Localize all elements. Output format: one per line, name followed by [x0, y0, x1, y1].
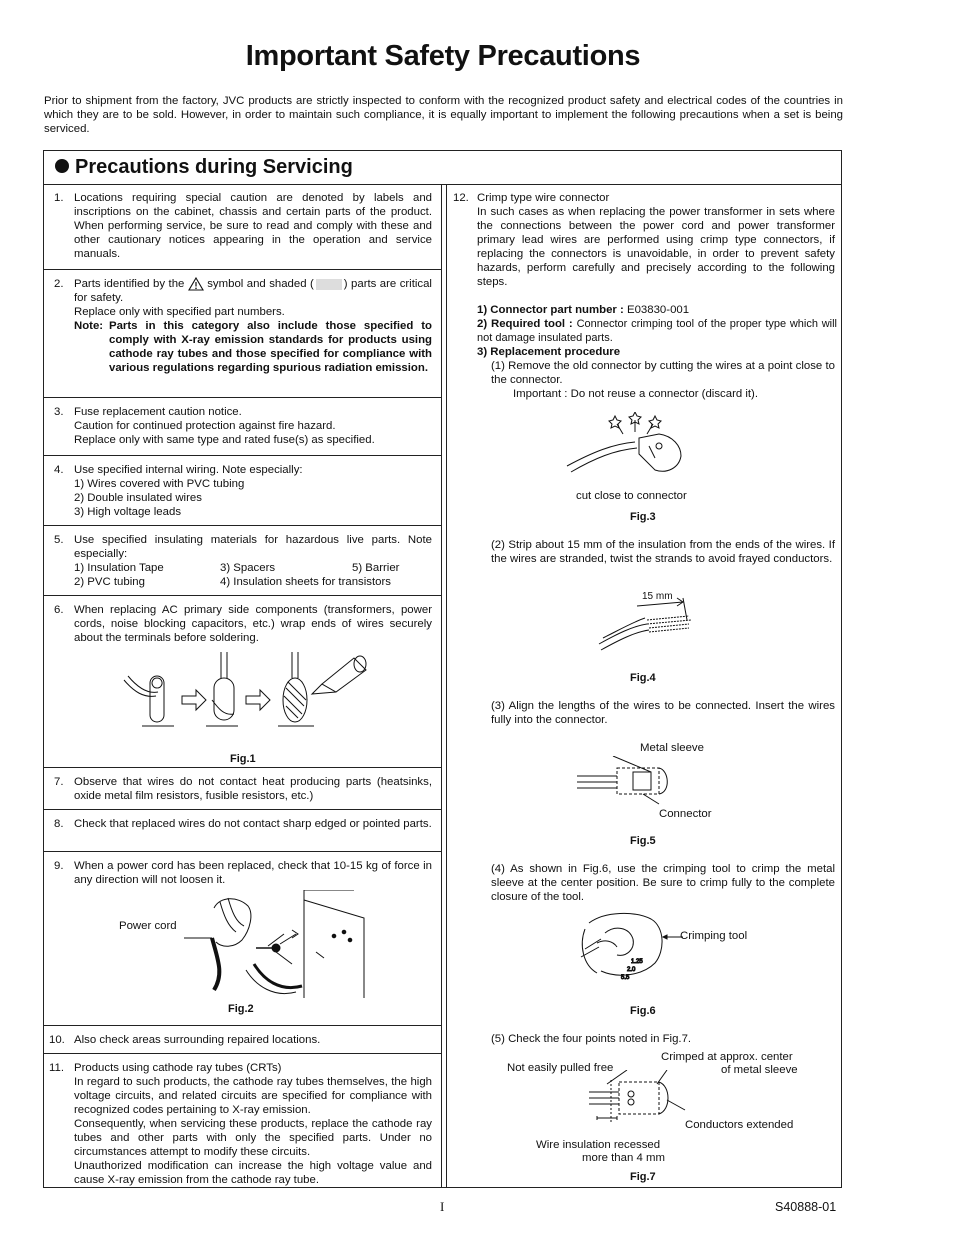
item-number: 9.: [54, 860, 64, 872]
crimp-heading: Crimp type wire connector: [477, 192, 610, 204]
fig6-caption: Fig.6: [630, 1005, 656, 1017]
item-text: [74, 405, 432, 447]
item-text-c: ) parts are critical for safety.: [74, 278, 432, 305]
item-text: When replacing AC primary side components (transformers, power cords, noise blocking capacitors, etc.) wrap ends of wires securely about the terminals before soldering.: [74, 604, 432, 644]
step-2-value: Connector crimping tool of the proper type which will not damage insulated parts.: [477, 318, 838, 344]
item-text: When a power cord has been replaced, check that 10-15 kg of force in any direction will not loosen it.: [74, 860, 432, 886]
item-number: 4.: [54, 464, 64, 476]
item-line: 2) Double insulated wires: [74, 492, 202, 504]
bullet-icon: [55, 159, 69, 173]
step-1: [477, 303, 689, 317]
page-title: Important Safety Precautions: [245, 40, 641, 72]
item-number: 10.: [49, 1034, 65, 1046]
fig7-recessed-label-2: more than 4 mm: [582, 1152, 665, 1164]
material-5: 5) Barrier: [352, 562, 400, 574]
note-block: [74, 319, 432, 375]
metal-sleeve-label: Metal sleeve: [640, 742, 704, 754]
svg-text:2.0: 2.0: [627, 967, 636, 973]
connector-illustration: [573, 756, 693, 806]
step-2-label: 2) Required tool :: [477, 318, 573, 330]
item-text: Check that replaced wires do not contact sharp edged or pointed parts.: [74, 818, 432, 830]
materials-row-1: [74, 561, 432, 575]
precaution-item-3: [44, 398, 441, 456]
item-number: 2.: [54, 278, 64, 290]
precaution-item-4: [44, 456, 441, 526]
crimp-check-illustration: [587, 1070, 697, 1130]
item-line: Use specified insulating materials for hazardous live parts. Note especially:: [74, 534, 432, 560]
item-number: 12.: [453, 192, 469, 204]
step-2: [477, 317, 837, 345]
wrap-wire-illustration: [114, 652, 374, 738]
item-text: Also check areas surrounding repaired locations.: [74, 1034, 321, 1046]
precaution-item-1: [44, 184, 441, 270]
step-1-value: E03830-001: [627, 304, 690, 316]
cut-connector-illustration: [563, 412, 703, 492]
item-line: Replace only with same type and rated fuse(s) as specified.: [74, 434, 375, 446]
procedure-5: (5) Check the four points noted in Fig.7.: [491, 1033, 692, 1045]
precaution-item-5: [44, 526, 441, 596]
procedure-1-important: Important : Do not reuse a connector (discard it).: [513, 388, 759, 400]
step-1-label: 1) Connector part number :: [477, 304, 624, 316]
warning-triangle-icon: [188, 277, 204, 291]
item-text: [74, 533, 432, 589]
page-number: I: [440, 1199, 445, 1214]
procedure-2: (2) Strip about 15 mm of the insulation from the ends of the wires. If the wires are stranded, twist the strands to avoid frayed conductors.: [491, 539, 835, 565]
section-header: [44, 151, 841, 185]
procedure-1: (1) Remove the old connector by cutting the wires at a point close to the connector.: [491, 360, 835, 386]
item-number: 3.: [54, 406, 64, 418]
item-line: 3) High voltage leads: [74, 506, 182, 518]
shade-sample: [316, 279, 342, 290]
item-line: Products using cathode ray tubes (CRTs): [74, 1062, 282, 1074]
fig4-caption: Fig.4: [630, 672, 656, 684]
item-line: In regard to such products, the cathode ray tubes themselves, the high voltage circuits, and related circuits are specified for compliance with recognized codes pertaining to X-ray emission.: [74, 1076, 432, 1116]
item-line: Unauthorized modification can increase the high voltage value and cause X-ray emission from the cathode ray tube.: [74, 1160, 432, 1186]
fig7-recessed-label: Wire insulation recessed: [536, 1139, 661, 1151]
item-text: [74, 277, 432, 375]
item-number: 1.: [54, 192, 64, 204]
crimping-tool-illustration: [575, 909, 715, 981]
fig3-label: cut close to connector: [576, 490, 687, 502]
note-label: Note:: [74, 320, 104, 333]
document-code: S40888-01: [775, 1200, 837, 1214]
step-3-label: 3) Replacement procedure: [477, 346, 621, 358]
svg-text:1.25: 1.25: [631, 959, 643, 965]
precaution-item-2: [44, 270, 441, 398]
crimp-intro: In such cases as when replacing the power transformer in sets where the connections between the power cord and power transformer primary lead wires are performed using crimp type connectors, if replacing the connectors is unavoidable, in order to prevent safety hazards, perform carefully and precisely according to the following steps.: [477, 206, 835, 288]
item-number: 6.: [54, 604, 64, 616]
item-number: 11.: [49, 1062, 64, 1074]
item-number: 5.: [54, 534, 64, 546]
material-2: 2) PVC tubing: [74, 576, 145, 588]
procedure-4: (4) As shown in Fig.6, use the crimping tool to crimp the metal sleeve at the center position. Be sure to crimp fully to the complete closure of the tool.: [491, 863, 835, 903]
item-text: [74, 1061, 432, 1187]
svg-text:5.5: 5.5: [621, 975, 630, 981]
fig2-caption: Fig.2: [228, 1003, 254, 1015]
item-text-line2: Replace only with specified part numbers.: [74, 306, 285, 319]
precaution-item-7: [44, 768, 441, 810]
item-line: 1) Wires covered with PVC tubing: [74, 478, 245, 490]
item-line: Fuse replacement caution notice.: [74, 406, 242, 418]
left-column: [44, 184, 441, 1187]
material-4: 4) Insulation sheets for transistors: [220, 576, 391, 588]
item-number: 8.: [54, 818, 64, 830]
strip-wire-illustration: [597, 594, 697, 656]
fig7-caption: Fig.7: [630, 1171, 656, 1183]
connector-label: Connector: [659, 808, 712, 820]
item-text: [74, 463, 432, 519]
section-heading: Precautions during Servicing: [75, 156, 353, 178]
fig5-caption: Fig.5: [630, 835, 656, 847]
precaution-item-11: [44, 1054, 441, 1187]
intro-paragraph: Prior to shipment from the factory, JVC products are strictly inspected to conform with the recognized product safety and electrical codes of the countries in which they are to be sold. However, in order to maintain such compliance, it is equally important to implement the following precautions when a set is being serviced.: [44, 95, 843, 135]
precautions-frame: [43, 150, 842, 1188]
precaution-item-10: [44, 1026, 441, 1054]
item-line: Consequently, when servicing these products, replace the cathode ray tubes and other parts with only the specified parts. Under no circumstances attempt to modify these circuits.: [74, 1118, 432, 1158]
fig7-crimped-label-2: of metal sleeve: [721, 1064, 798, 1076]
item-text-a: Parts identified by the: [74, 278, 185, 291]
fig4-dimension-label: 15 mm: [642, 591, 673, 602]
crimping-tool-label: Crimping tool: [680, 930, 748, 942]
precaution-item-9: [44, 852, 441, 1026]
note-text: Parts in this category also include those specified to comply with X-ray emission standards for products using cathode ray tubes and those specified for compliance with various regulations regarding spurious radiation emission.: [109, 320, 432, 375]
item-number: 7.: [54, 776, 64, 788]
materials-row-2: [74, 575, 432, 589]
item-text-b: symbol and shaded (: [207, 278, 314, 291]
fig7-crimped-label: Crimped at approx. center: [661, 1051, 793, 1063]
material-1: 1) Insulation Tape: [74, 562, 164, 574]
item-line: Caution for continued protection against fire hazard.: [74, 420, 336, 432]
fig1-caption: Fig.1: [230, 753, 256, 765]
precaution-item-8: [44, 810, 441, 852]
fig3-caption: Fig.3: [630, 511, 656, 523]
fig7-conductors-label: Conductors extended: [685, 1119, 794, 1131]
precaution-item-6: [44, 596, 441, 768]
right-column: [446, 184, 842, 1187]
procedure-3: (3) Align the lengths of the wires to be connected. Insert the wires fully into the connector.: [491, 700, 835, 726]
item-text: Locations requiring special caution are denoted by labels and inscriptions on the cabinet, chassis and certain parts of the product. When performing service, be sure to read and comply with these and other cautionary notices appearing in the operation and service manuals.: [74, 192, 432, 260]
material-3: 3) Spacers: [220, 562, 276, 574]
power-cord-illustration: [184, 890, 384, 1002]
item-line: Use specified internal wiring. Note especially:: [74, 464, 303, 476]
fig7-pulled-free-label: Not easily pulled free: [507, 1062, 614, 1074]
item-text: Observe that wires do not contact heat producing parts (heatsinks, oxide metal film resistors, fusible resistors, etc.): [74, 776, 432, 802]
power-cord-label: Power cord: [119, 920, 177, 932]
